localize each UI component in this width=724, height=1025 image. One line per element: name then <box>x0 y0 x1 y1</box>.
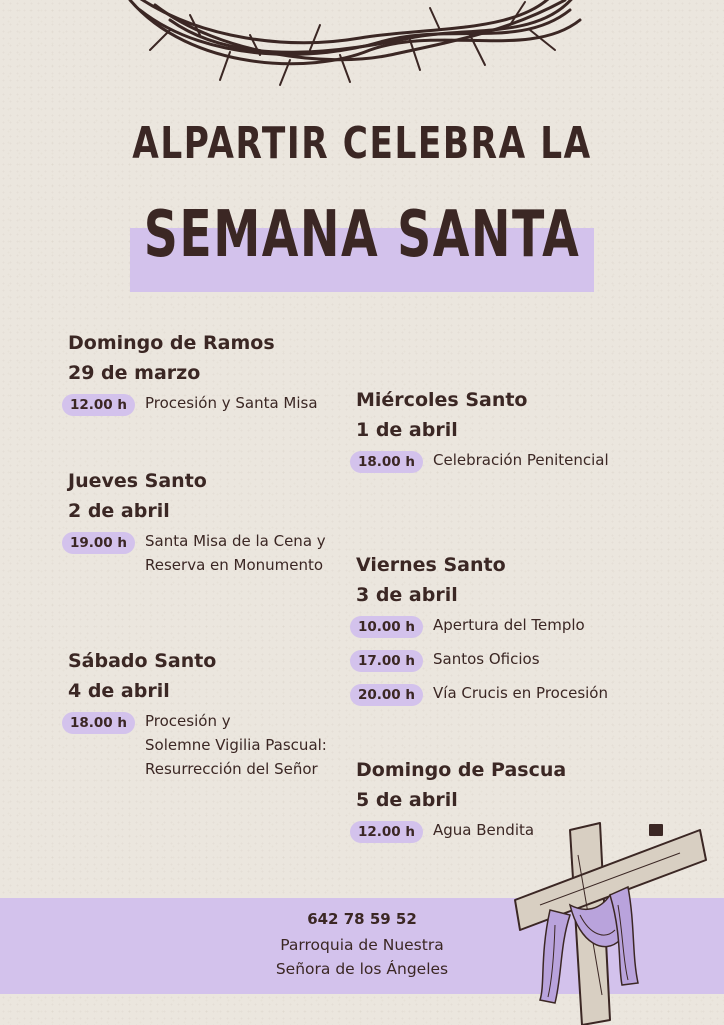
event-row <box>356 616 656 638</box>
event-row <box>356 684 656 706</box>
event-desc-line: Reserva en Monumento <box>145 556 324 574</box>
event-row <box>356 650 656 672</box>
title-line-2: SEMANA SANTA <box>143 198 581 272</box>
day-date: 2 de abril <box>68 500 170 522</box>
day-name: Viernes Santo <box>356 554 506 576</box>
event-desc: Santos Oficios <box>433 650 540 668</box>
time-badge: 12.00 h <box>62 394 135 416</box>
event-desc-line: Solemne Vigilia Pascual: <box>145 736 327 754</box>
phone-number: 642 78 59 52 <box>307 910 417 928</box>
event-row <box>68 712 368 781</box>
time-badge: 19.00 h <box>62 532 135 554</box>
parish-name-line-2: Señora de los Ángeles <box>275 960 449 978</box>
day-viernes-santo <box>356 550 656 706</box>
time-badge: 20.00 h <box>350 684 423 706</box>
event-desc <box>145 529 326 577</box>
event-desc-line: Procesión y <box>145 712 231 730</box>
time-badge: 17.00 h <box>350 650 423 672</box>
day-name: Sábado Santo <box>68 650 217 672</box>
title-line-1: ALPARTIR CELEBRA LA <box>132 118 592 169</box>
wooden-cross-icon <box>510 815 710 1025</box>
day-jueves-santo <box>68 466 368 577</box>
parish-name-line-1: Parroquia de Nuestra <box>280 936 444 954</box>
day-name: Miércoles Santo <box>356 389 528 411</box>
event-desc: Celebración Penitencial <box>433 451 609 469</box>
day-name: Domingo de Pascua <box>356 759 567 781</box>
day-date: 5 de abril <box>356 789 458 811</box>
time-badge: 18.00 h <box>350 451 423 473</box>
time-badge: 12.00 h <box>350 821 423 843</box>
event-row <box>68 532 368 577</box>
time-badge: 10.00 h <box>350 616 423 638</box>
event-desc <box>145 709 327 781</box>
day-name: Domingo de Ramos <box>68 332 275 354</box>
day-date: 4 de abril <box>68 680 170 702</box>
event-desc-line: Resurrección del Señor <box>145 760 318 778</box>
day-date: 3 de abril <box>356 584 458 606</box>
event-desc: Procesión y Santa Misa <box>145 394 318 412</box>
crown-of-thorns-icon <box>110 0 590 100</box>
day-date: 29 de marzo <box>68 362 201 384</box>
event-row <box>356 451 656 473</box>
event-row <box>68 394 368 416</box>
event-desc-line: Santa Misa de la Cena y <box>145 532 326 550</box>
day-date: 1 de abril <box>356 419 458 441</box>
day-miercoles-santo <box>356 385 656 473</box>
time-badge: 18.00 h <box>62 712 135 734</box>
day-domingo-de-ramos <box>68 328 368 416</box>
day-sabado-santo <box>68 646 368 781</box>
event-desc: Agua Bendita <box>433 821 535 839</box>
event-desc: Vía Crucis en Procesión <box>433 684 608 702</box>
event-desc: Apertura del Templo <box>433 616 585 634</box>
day-name: Jueves Santo <box>68 470 207 492</box>
